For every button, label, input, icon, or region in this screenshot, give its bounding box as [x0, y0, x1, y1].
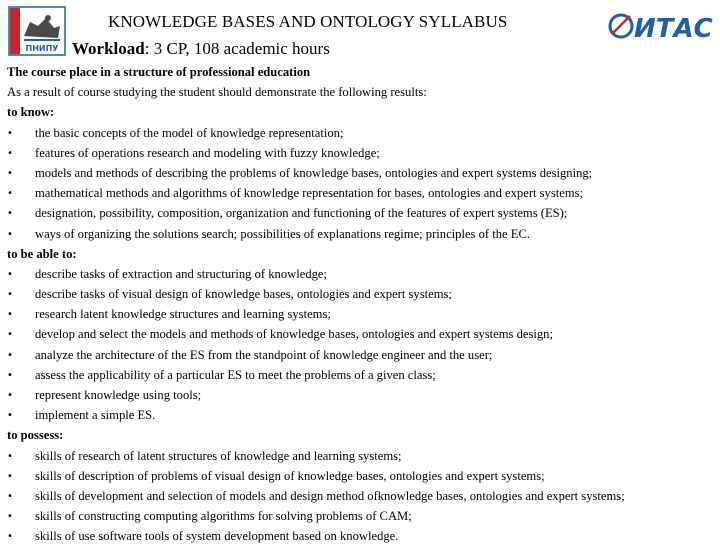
- list-item: • describe tasks of extraction and structuring of knowledge;: [7, 264, 719, 284]
- bullet-icon: •: [7, 127, 13, 139]
- section-heading: The course place in a structure of professional education: [7, 65, 311, 79]
- list-item: • skills of description of problems of visual design of knowledge bases, ontologies and expert systems;: [7, 466, 719, 486]
- workload-label: Workload: [72, 39, 145, 58]
- list-item: • the basic concepts of the model of knowledge representation;: [7, 123, 719, 143]
- list-item: • describe tasks of visual design of knowledge bases, ontologies and expert systems;: [7, 284, 719, 304]
- list-item: • develop and select the models and methods of knowledge bases, ontologies and expert systems design;: [7, 324, 719, 344]
- list-item: • designation, possibility, composition, organization and functioning of the features of expert systems (ES);: [7, 203, 719, 223]
- list-item: • implement a simple ES.: [7, 405, 719, 425]
- list-item: • mathematical methods and algorithms of knowledge representation for bases, ontologies and expert systems;: [7, 183, 719, 203]
- itas-logo: [608, 8, 718, 44]
- possess-heading: to possess:: [7, 428, 64, 443]
- bullet-icon: •: [7, 167, 13, 179]
- bullet-icon: •: [7, 309, 13, 321]
- bullet-icon: •: [7, 369, 13, 381]
- know-heading: to know:: [7, 105, 55, 120]
- logo-left-text: ПНИПУ: [25, 44, 59, 53]
- slide-header: [0, 0, 720, 62]
- bullet-icon: •: [7, 289, 13, 301]
- bullet-icon: •: [7, 470, 13, 482]
- bullet-icon: •: [7, 268, 13, 280]
- list-item: • skills of research of latent structures of knowledge and learning systems;: [7, 446, 719, 466]
- able-heading: to be able to:: [7, 246, 77, 261]
- list-item: • assess the applicability of a particular ES to meet the problems of a given class;: [7, 365, 719, 385]
- workload-line: [72, 39, 330, 59]
- bullet-icon: •: [7, 410, 13, 422]
- bullet-icon: •: [7, 511, 13, 523]
- list-item: • skills of development and selection of models and design method ofknowledge bases, ontologies and expert systems;: [7, 486, 719, 506]
- bullet-icon: •: [7, 450, 13, 462]
- bullet-icon: •: [7, 490, 13, 502]
- bullet-icon: •: [7, 188, 13, 200]
- list-item: • analyze the architecture of the ES from the standpoint of knowledge engineer and the user;: [7, 345, 719, 365]
- bullet-icon: •: [7, 228, 13, 240]
- syllabus-content: [7, 62, 719, 547]
- list-item: • represent knowledge using tools;: [7, 385, 719, 405]
- workload-value: : 3 CP, 108 academic hours: [144, 39, 330, 58]
- bullet-icon: •: [7, 531, 13, 543]
- logo-right-text: ИТАС: [634, 14, 713, 44]
- bullet-icon: •: [7, 147, 13, 159]
- bullet-icon: •: [7, 208, 13, 220]
- page-title: KNOWLEDGE BASES AND ONTOLOGY SYLLABUS: [108, 12, 508, 31]
- list-item: • ways of organizing the solutions search; possibilities of explanations regime; principles of the EC.: [7, 224, 719, 244]
- list-item: • research latent knowledge structures and learning systems;: [7, 304, 719, 324]
- bullet-icon: •: [7, 329, 13, 341]
- list-item: • skills of constructing computing algorithms for solving problems of CAM;: [7, 506, 719, 526]
- university-logo: [8, 6, 66, 56]
- list-item: • models and methods of describing the problems of knowledge bases, ontologies and expert systems designing;: [7, 163, 719, 183]
- bullet-icon: •: [7, 390, 13, 401]
- list-item: • skills of use software tools of system development based on knowledge.: [7, 526, 719, 546]
- intro-text: As a result of course studying the student should demonstrate the following results:: [7, 85, 427, 100]
- list-item: • features of operations research and modeling with fuzzy knowledge;: [7, 143, 719, 163]
- bullet-icon: •: [7, 349, 13, 361]
